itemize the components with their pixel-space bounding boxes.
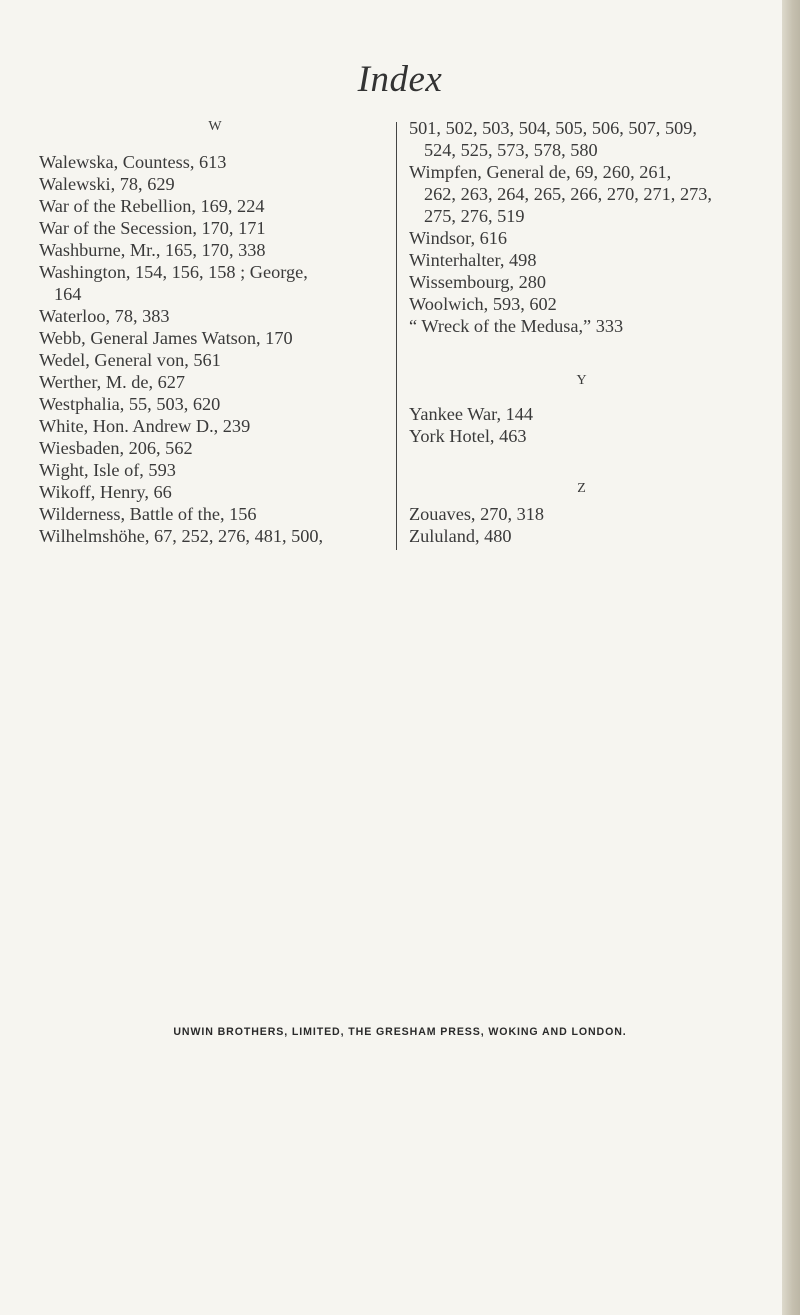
index-entry: York Hotel, 463 xyxy=(409,426,527,446)
index-entry: War of the Secession, 170, 171 xyxy=(39,218,266,238)
index-entry: Winterhalter, 498 xyxy=(409,250,537,270)
index-entry: Yankee War, 144 xyxy=(409,404,534,424)
section-letter-z: Z xyxy=(577,481,586,496)
index-entry: Wissembourg, 280 xyxy=(409,272,547,292)
index-entry: Wimpfen, General de, 69, 260, 261, 262, 263, 264, 265, 266, 270, 271, 273, 275, 276, 519 xyxy=(409,162,712,226)
index-entry: Waterloo, 78, 383 xyxy=(39,306,170,326)
index-entry: Wikoff, Henry, 66 xyxy=(39,482,172,502)
section-letter-w: W xyxy=(208,119,222,134)
index-entry: Wight, Isle of, 593 xyxy=(39,460,176,480)
index-entry: Zululand, 480 xyxy=(409,526,512,546)
index-entry: White, Hon. Andrew D., 239 xyxy=(39,416,251,436)
page-edge-shadow xyxy=(782,0,800,1315)
index-entry: “ Wreck of the Medusa,” 333 xyxy=(409,316,624,336)
index-entry: Woolwich, 593, 602 xyxy=(409,294,557,314)
index-entry: Webb, General James Watson, 170 xyxy=(39,328,293,348)
index-entry: Washington, 154, 156, 158 ; George, 164 xyxy=(39,262,308,304)
index-entry: 501, 502, 503, 504, 505, 506, 507, 509, 524, 525, 573, 578, 580 xyxy=(409,118,697,160)
index-entry: Westphalia, 55, 503, 620 xyxy=(39,394,221,414)
index-entry: Wilderness, Battle of the, 156 xyxy=(39,504,257,524)
section-letter-y: Y xyxy=(576,373,587,388)
index-entry: Zouaves, 270, 318 xyxy=(409,504,545,524)
index-entry: Wilhelmshöhe, 67, 252, 276, 481, 500, xyxy=(39,526,324,546)
column-divider xyxy=(396,122,397,550)
printer-imprint: UNWIN BROTHERS, LIMITED, THE GRESHAM PRESS, WOKING AND LONDON. xyxy=(173,1026,627,1038)
page-title: Index xyxy=(357,59,443,100)
index-entry: Walewski, 78, 629 xyxy=(39,174,175,194)
index-entry: War of the Rebellion, 169, 224 xyxy=(39,196,265,216)
index-entry: Werther, M. de, 627 xyxy=(39,372,186,392)
index-entry: Wiesbaden, 206, 562 xyxy=(39,438,193,458)
index-entry: Walewska, Countess, 613 xyxy=(39,152,227,172)
index-entry: Wedel, General von, 561 xyxy=(39,350,221,370)
index-entry: Washburne, Mr., 165, 170, 338 xyxy=(39,240,266,260)
index-entry: Windsor, 616 xyxy=(409,228,508,248)
